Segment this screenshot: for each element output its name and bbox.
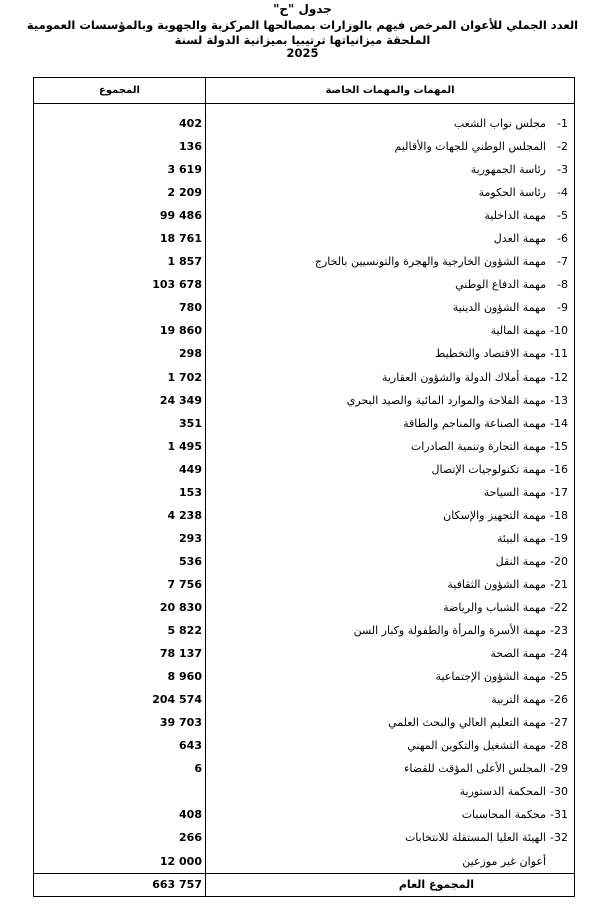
values-column — [34, 104, 206, 874]
row-name: مهمة أملاك الدولة والشؤون العقارية — [381, 370, 546, 384]
row-name: المجلس الوطني للجهات والأقاليم — [394, 140, 546, 154]
row-index: 30- — [550, 785, 568, 799]
row-label — [206, 734, 574, 757]
row-label — [206, 319, 574, 342]
row-label — [206, 435, 574, 458]
row-name: مهمة تكنولوجيات الإتصال — [431, 462, 546, 476]
row-label — [206, 412, 574, 435]
row-index: 15- — [550, 439, 568, 453]
grand-total-row — [34, 873, 575, 896]
row-name: رئاسة الجمهورية — [470, 163, 546, 177]
row-name: المحكمة الدستورية — [459, 785, 546, 799]
row-value: 402 — [179, 117, 202, 130]
row-value: 1 702 — [167, 370, 202, 384]
row-index: 6- — [557, 232, 568, 246]
row-index: 1- — [557, 117, 568, 130]
row-index: 24- — [550, 647, 568, 661]
row-index: 4- — [557, 186, 568, 200]
row-value: 5 822 — [167, 624, 202, 638]
row-name: مهمة السياحة — [483, 485, 546, 499]
row-index: 14- — [550, 416, 568, 430]
row-label — [206, 711, 574, 734]
row-value: 24 349 — [159, 393, 202, 407]
row-label — [206, 458, 574, 481]
row-name: مهمة المالية — [490, 324, 546, 338]
row-label — [206, 250, 574, 273]
row-index: 16- — [550, 462, 568, 476]
row-label — [206, 342, 574, 365]
row-index: 7- — [557, 255, 568, 269]
row-index: 12- — [550, 370, 568, 384]
row-name: مهمة الدفاع الوطني — [455, 278, 546, 292]
row-name: مهمة الصناعة والمناجم والطاقة — [403, 416, 546, 430]
row-name: المجلس الأعلى المؤقت للقضاء — [404, 762, 546, 776]
row-value: 293 — [179, 531, 202, 545]
row-index: 23- — [550, 624, 568, 638]
row-index: 5- — [557, 209, 568, 223]
row-name: مهمة التشغيل والتكوين المهني — [407, 739, 546, 753]
row-name: محكمة المحاسبات — [461, 808, 546, 822]
row-value: 1 495 — [167, 439, 202, 453]
row-value: 1 857 — [167, 255, 202, 269]
row-name: مهمة الشؤون الدينية — [452, 301, 546, 315]
header-row — [34, 78, 575, 104]
row-name: مهمة النقل — [495, 554, 546, 568]
row-index: 20- — [550, 554, 568, 568]
row-value: 4 238 — [167, 508, 202, 522]
row-value: 20 830 — [159, 600, 202, 614]
row-label — [206, 850, 574, 873]
row-name: مهمة الداخلية — [484, 209, 546, 223]
row-name: مهمة الصحة — [490, 647, 546, 661]
row-index: 19- — [550, 531, 568, 545]
row-label — [206, 573, 574, 596]
row-name: مهمة الاقتصاد والتخطيط — [435, 347, 546, 361]
row-name: مهمة التجارة وتنمية الصادرات — [410, 439, 546, 453]
row-index: 31- — [550, 808, 568, 822]
row-index: 11- — [550, 347, 568, 361]
row-label — [206, 389, 574, 412]
row-name: مهمة الشؤون الثقافية — [447, 577, 546, 591]
row-value: 449 — [179, 462, 202, 476]
row-name: مهمة التعليم العالي والبحث العلمي — [388, 716, 546, 730]
row-label — [206, 688, 574, 711]
grand-total-value: 663 757 — [34, 873, 206, 896]
table-title-line2 — [0, 33, 605, 47]
row-label — [206, 366, 574, 389]
row-value: 8 960 — [167, 670, 202, 684]
row-name: مهمة العدل — [493, 232, 546, 246]
row-value: 298 — [179, 347, 202, 361]
row-name: مهمة الشؤون الإجتماعية — [435, 670, 546, 684]
row-label — [206, 596, 574, 619]
row-value: 266 — [179, 831, 202, 845]
body-row — [34, 104, 575, 874]
row-label — [206, 504, 574, 527]
row-index: 28- — [550, 739, 568, 753]
column-header-missions: المهمات والمهمات الخاصة — [206, 78, 575, 104]
row-name: الهيئة العليا المستقلة للانتخابات — [404, 831, 546, 845]
row-name: مجلس نواب الشعب — [453, 117, 546, 130]
row-index: 25- — [550, 670, 568, 684]
row-label — [206, 527, 574, 550]
row-index: 22- — [550, 600, 568, 614]
row-label — [206, 780, 574, 803]
row-name: مهمة الشباب والرياضة — [443, 600, 546, 614]
row-label — [206, 665, 574, 688]
row-index: 32- — [550, 831, 568, 845]
row-index: 13- — [550, 393, 568, 407]
row-label — [206, 181, 574, 204]
row-value: 99 486 — [159, 209, 202, 223]
row-index: 18- — [550, 508, 568, 522]
row-label — [206, 273, 574, 296]
row-name: مهمة الأسرة والمرأة والطفولة وكبار السن — [353, 624, 546, 638]
row-label — [206, 481, 574, 504]
row-label — [206, 227, 574, 250]
row-name: مهمة الفلاحة والموارد المائية والصيد البحري — [346, 393, 546, 407]
row-index: 2- — [557, 140, 568, 154]
row-index: 10- — [550, 324, 568, 338]
row-label — [206, 803, 574, 826]
row-value: 6 — [194, 762, 202, 776]
row-label — [206, 296, 574, 319]
row-value: 2 209 — [167, 186, 202, 200]
table-title-line1: العدد الجملي للأعوان المرخص فيهم بالوزارات بمصالحها المركزية والجهوية وبالمؤسسات العمومية — [26, 18, 579, 32]
row-name: رئاسة الحكومة — [478, 186, 546, 200]
row-value — [34, 780, 205, 803]
title-line2-text: الملحقة ميزانياتها ترتيبيا بميزانية الدولة لسنة — [174, 33, 431, 47]
row-label — [206, 757, 574, 780]
row-value: 643 — [179, 739, 202, 753]
row-label — [206, 619, 574, 642]
row-value: 351 — [179, 416, 202, 430]
row-index: 29- — [550, 762, 568, 776]
row-value: 153 — [179, 485, 202, 499]
row-value: 408 — [179, 808, 202, 822]
row-value: 103 678 — [152, 278, 202, 292]
row-value: 136 — [179, 140, 202, 154]
row-label — [206, 550, 574, 573]
row-index: 8- — [557, 278, 568, 292]
column-header-total: المجموع — [34, 78, 206, 104]
row-index: 9- — [557, 301, 568, 315]
row-value: 3 619 — [167, 163, 202, 177]
missions-column — [206, 104, 575, 874]
table-title-year: 2025 — [286, 46, 319, 60]
row-value: 780 — [179, 301, 202, 315]
row-name: مهمة التربية — [491, 693, 546, 707]
row-index: 27- — [550, 716, 568, 730]
row-name: مهمة التجهيز والإسكان — [443, 508, 546, 522]
row-label — [206, 112, 574, 135]
row-label — [206, 826, 574, 849]
table-label: جدول "ح" — [273, 2, 332, 16]
row-name: مهمة الشؤون الخارجية والهجرة والتونسيين بالخارج — [314, 255, 546, 269]
row-value: 204 574 — [152, 693, 202, 707]
row-label — [206, 135, 574, 158]
row-value: 39 703 — [159, 716, 202, 730]
row-value: 78 137 — [159, 647, 202, 661]
row-label — [206, 204, 574, 227]
row-index: 17- — [550, 485, 568, 499]
staff-table — [33, 77, 575, 897]
row-index: 21- — [550, 577, 568, 591]
row-name: أعوان غير موزعين — [462, 854, 546, 868]
row-value: 536 — [179, 554, 202, 568]
row-index: 26- — [550, 693, 568, 707]
row-label — [206, 158, 574, 181]
row-value: 19 860 — [159, 324, 202, 338]
row-value: 12 000 — [159, 854, 202, 868]
row-value: 18 761 — [159, 232, 202, 246]
grand-total-label: المجموع العام — [206, 873, 575, 896]
row-value: 7 756 — [167, 577, 202, 591]
row-label — [206, 642, 574, 665]
row-name: مهمة البيئة — [497, 531, 546, 545]
row-index: 3- — [557, 163, 568, 177]
